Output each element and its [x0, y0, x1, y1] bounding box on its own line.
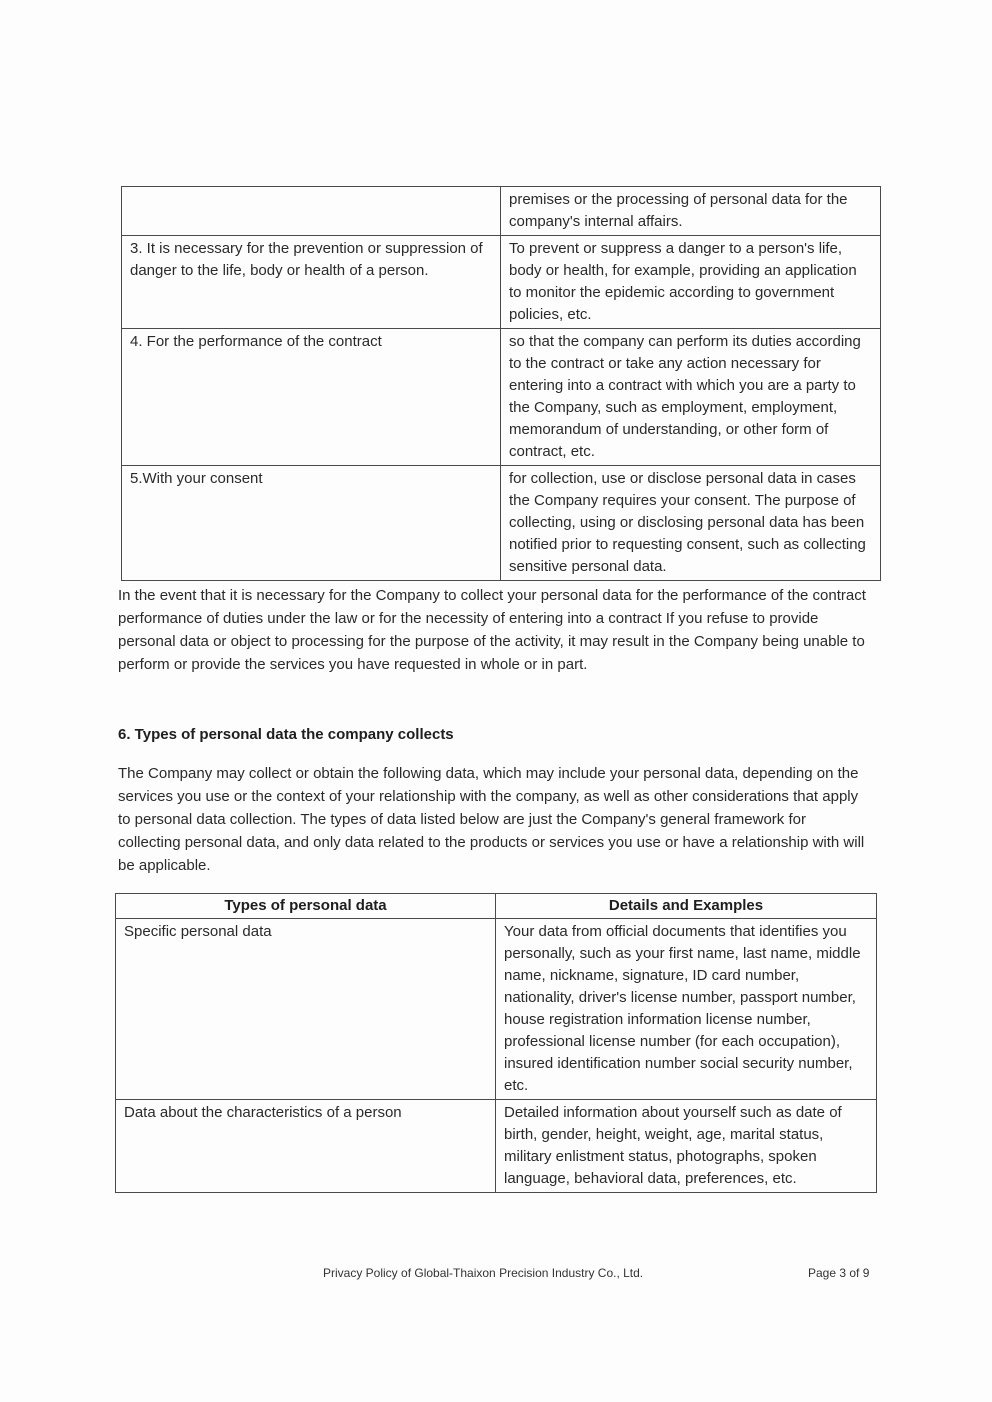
- table-row: [122, 466, 881, 581]
- table-row: [116, 1100, 877, 1193]
- data-details-cell: Your data from official documents that identifies you personally, such as your first name, last name, middle name, nickname, signature, ID card number, nationality, driver's license number, passport number, house registration information license number, professional license number (for each occupation), insured identification number social security number, etc.: [496, 919, 877, 1100]
- lawful-basis-table: [121, 186, 881, 581]
- basis-cell: [122, 187, 501, 236]
- basis-cell: 4. For the performance of the contract: [122, 329, 501, 466]
- footer-page-number: Page 3 of 9: [808, 1266, 870, 1280]
- section-intro-paragraph: The Company may collect or obtain the following data, which may include your personal data, depending on the services you use or the context of your relationship with the company, as well as other considerations that apply to personal data collection. The types of data listed below are just the Company's general framework for collecting personal data, and only data related to the products or services you use or have a relationship with will be applicable.: [118, 765, 865, 874]
- section-heading: 6. Types of personal data the company collects: [118, 726, 454, 743]
- column-header-details: Details and Examples: [496, 894, 877, 919]
- consequence-paragraph: In the event that it is necessary for the Company to collect your personal data for the performance of the contract performance of duties under the law or for the necessity of entering into a contract If you refuse to provide personal data or object to processing for the purpose of the activity, it may result in the Company being unable to perform or provide the services you have requested in whole or in part.: [118, 587, 866, 673]
- detail-cell: To prevent or suppress a danger to a person's life, body or health, for example, providing an application to monitor the epidemic according to government policies, etc.: [501, 236, 881, 329]
- basis-cell: 3. It is necessary for the prevention or suppression of danger to the life, body or health of a person.: [122, 236, 501, 329]
- table-row: [122, 329, 881, 466]
- table-header-row: [116, 894, 877, 919]
- column-header-type: Types of personal data: [116, 894, 496, 919]
- basis-cell: 5.With your consent: [122, 466, 501, 581]
- detail-cell: for collection, use or disclose personal data in cases the Company requires your consent. The purpose of collecting, using or disclosing personal data has been notified prior to requesting consent, such as collecting sensitive personal data.: [501, 466, 881, 581]
- data-type-cell: Data about the characteristics of a person: [116, 1100, 496, 1193]
- data-type-cell: Specific personal data: [116, 919, 496, 1100]
- footer-document-title: Privacy Policy of Global-Thaixon Precision Industry Co., Ltd.: [323, 1266, 644, 1280]
- table-row: [116, 919, 877, 1100]
- data-details-cell: Detailed information about yourself such as date of birth, gender, height, weight, age, marital status, military enlistment status, photographs, spoken language, behavioral data, preferences, etc.: [496, 1100, 877, 1193]
- detail-cell: premises or the processing of personal data for the company's internal affairs.: [501, 187, 881, 236]
- detail-cell: so that the company can perform its duties according to the contract or take any action necessary for entering into a contract with which you are a party to the Company, such as employment, employment, memorandum of understanding, or other form of contract, etc.: [501, 329, 881, 466]
- table-row: [122, 236, 881, 329]
- personal-data-types-table: [115, 893, 877, 1193]
- table-row: [122, 187, 881, 236]
